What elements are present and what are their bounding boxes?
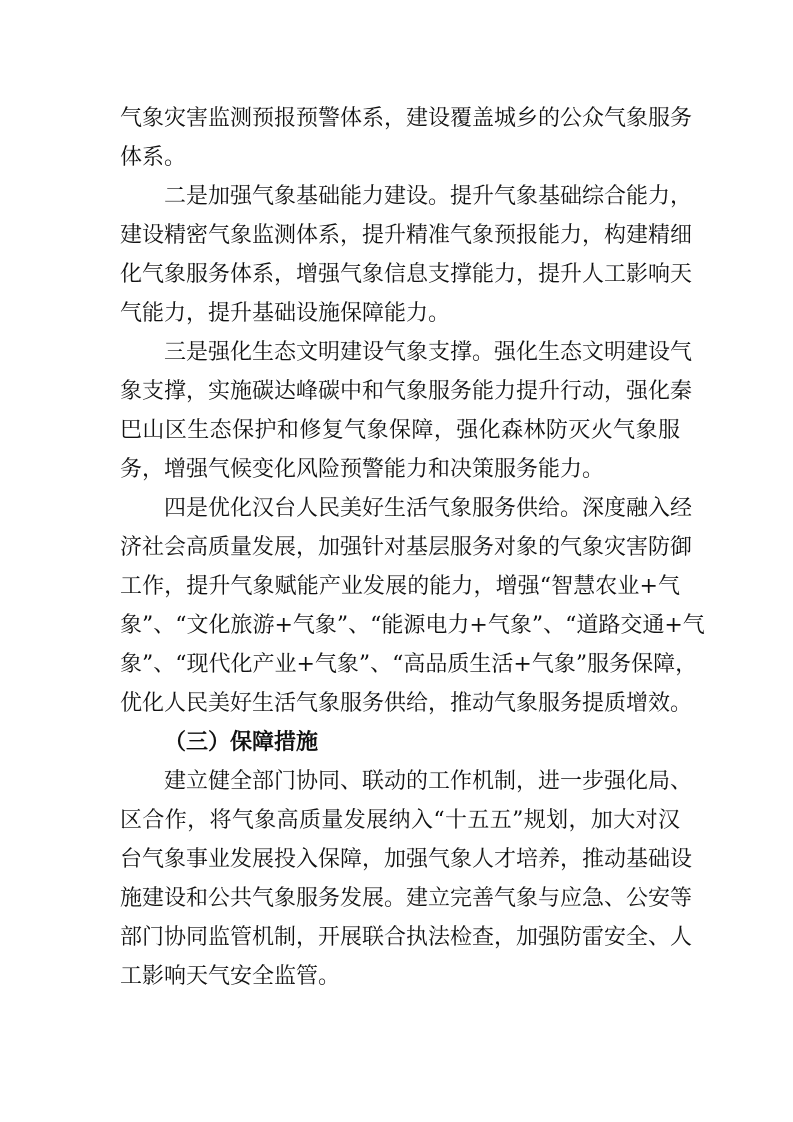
paragraph-line: 四是优化汉台人民美好生活气象服务供给。深度融入经 <box>164 496 693 521</box>
paragraph-line: 优化人民美好生活气象服务供给，推动气象服务提质增效。 <box>120 691 693 716</box>
paragraph-line: 区合作，将气象高质量发展纳入“十五五”规划，加大对汉 <box>120 808 680 833</box>
paragraph-line: 二是加强气象基础能力建设。提升气象基础综合能力， <box>164 184 693 209</box>
paragraph-line: 化气象服务体系，增强气象信息支撑能力，提升人工影响天 <box>120 262 693 287</box>
paragraph-line: 济社会高质量发展，加强针对基层服务对象的气象灾害防御 <box>120 535 693 560</box>
paragraph-line: 务，增强气候变化风险预警能力和决策服务能力。 <box>120 457 605 482</box>
paragraph-line: 气象灾害监测预报预警体系，建设覆盖城乡的公众气象服务 <box>120 106 693 131</box>
paragraph-line: 三是强化生态文明建设气象支撑。强化生态文明建设气 <box>164 340 693 365</box>
paragraph-line: 象”、“现代化产业+气象”、“高品质生活+气象”服务保障， <box>120 652 698 677</box>
paragraph-line: 部门协同监管机制，开展联合执法检查，加强防雷安全、人 <box>120 925 693 950</box>
paragraph-line: 施建设和公共气象服务发展。建立完善气象与应急、公安等 <box>120 886 693 911</box>
paragraph-line: 台气象事业发展投入保障，加强气象人才培养，推动基础设 <box>120 847 693 872</box>
paragraph-line: 象支撑，实施碳达峰碳中和气象服务能力提升行动，强化秦 <box>120 379 693 404</box>
paragraph-line: 气能力，提升基础设施保障能力。 <box>120 301 451 326</box>
paragraph-line: 建立健全部门协同、联动的工作机制，进一步强化局、 <box>164 769 693 794</box>
paragraph-line: 象”、“文化旅游+气象”、“能源电力+气象”、“道路交通+气 <box>120 613 705 638</box>
section-heading: （三）保障措施 <box>164 730 319 755</box>
paragraph-line: 体系。 <box>120 145 187 170</box>
paragraph-line: 巴山区生态保护和修复气象保障，强化森林防灭火气象服 <box>120 418 680 443</box>
paragraph-line: 工影响天气安全监管。 <box>120 964 341 989</box>
paragraph-line: 建设精密气象监测体系，提升精准气象预报能力，构建精细 <box>120 223 693 248</box>
paragraph-line: 工作，提升气象赋能产业发展的能力，增强“智慧农业+气 <box>120 574 680 599</box>
